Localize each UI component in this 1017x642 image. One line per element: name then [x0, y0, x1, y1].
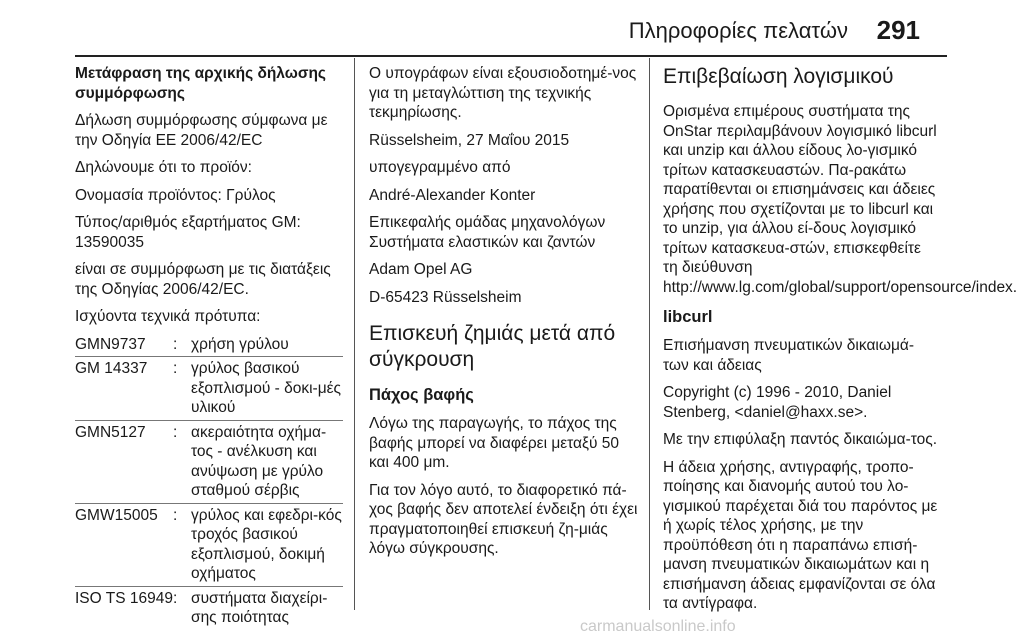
standards-table [75, 335, 343, 630]
column-2 [369, 64, 638, 567]
separator: : [173, 360, 178, 377]
standard-description: χρήση γρύλου [191, 335, 289, 353]
paragraph: Δήλωση συμμόρφωσης σύμφωνα με την Οδηγία ΕΕ 2006/42/EC [75, 112, 328, 149]
table-row [75, 335, 343, 358]
standard-code: ISO TS 16949 [75, 589, 173, 607]
company-address: D-65423 Rüsselsheim [369, 288, 522, 306]
paragraph: Λόγω της παραγωγής, το πάχος της βαφής μπορεί να διαφέρει μεταξύ 50 και 400 μm. [369, 415, 619, 471]
table-row [75, 359, 343, 421]
standard-code: GMN9737 [75, 335, 146, 353]
paragraph: υπογεγραμμένο από [369, 159, 511, 176]
standard-description: γρύλος και εφεδρι-κός τροχός βασικού εξοπλισμού, δοκιμή οχήματος [191, 506, 342, 582]
table-row [75, 589, 343, 630]
paragraph: Με την επιφύλαξη παντός δικαιώμα-τος. [663, 431, 938, 448]
page-number: 291 [876, 15, 920, 45]
paragraph: Επισήμανση πνευματικών δικαιωμά-των και άδειας [663, 337, 914, 374]
table-row [75, 423, 343, 504]
page-header [0, 0, 960, 58]
paragraph: Ισχύοντα τεχνικά πρότυπα: [75, 308, 261, 325]
subsection-heading: libcurl [663, 308, 713, 326]
standard-code: GMN5127 [75, 423, 146, 441]
standard-description: γρύλος βασικού εξοπλισμού - δοκι-μές υλικού [191, 360, 342, 416]
paragraph: Για τον λόγο αυτό, το διαφορετικό πά-χος βαφής δεν αποτελεί ένδειξη ότι έχει πραγματοποιηθεί επισκευή ζη-μιάς λόγω σύγκρουσης. [369, 481, 638, 557]
paragraph: Επικεφαλής ομάδας μηχανολόγων Συστήματα ελαστικών και ζαντών [369, 214, 606, 251]
paragraph: είναι σε συμμόρφωση με τις διατάξεις της Οδηγίας 2006/42/EC. [75, 261, 331, 298]
watermark: carmanualsonline.info [580, 618, 736, 635]
signatory-name: André-Alexander Konter [369, 186, 536, 204]
standard-description: συστήματα διαχείρι-σης ποιότητας [191, 589, 328, 626]
declaration-heading: Μετάφραση της αρχικής δήλωσης συμμόρφωσης [75, 65, 326, 102]
section-heading: Επιβεβαίωση λογισμικού [663, 65, 894, 88]
table-row [75, 506, 343, 587]
section-heading: Επισκευή ζημιάς μετά από σύγκρουση [369, 322, 616, 371]
standard-code: GMW15005 [75, 506, 158, 524]
separator: : [173, 589, 178, 607]
subsection-heading: Πάχος βαφής [369, 386, 474, 404]
header-rule [75, 55, 947, 57]
paragraph: Rüsselsheim, 27 Μαΐου 2015 [369, 131, 570, 149]
column-divider-2 [649, 58, 650, 610]
separator: : [173, 423, 178, 441]
column-1 [75, 64, 343, 632]
paragraph: Ο υπογράφων είναι εξουσιοδοτημέ-νος για τη μεταγλώττιση της τεχνικής τεκμηρίωσης. [369, 65, 637, 121]
column-divider-1 [354, 58, 355, 610]
header-title: Πληροφορίες πελατών [628, 18, 848, 43]
separator: : [173, 506, 178, 524]
column-3 [663, 64, 1017, 622]
paragraph: Copyright (c) 1996 - 2010, Daniel Stenberg, <daniel@haxx.se>. [663, 384, 892, 421]
paragraph: Δηλώνουμε ότι το προϊόν: [75, 159, 252, 176]
paragraph: Η άδεια χρήσης, αντιγραφής, τροπο-ποίησης και διανομής αυτού του λο-γισμικού παρέχεται διά του παρόντος με ή χωρίς τέλος χρήσης, με την προϋπόθεση ότι η παραπάνω επισή-μανση πνευματικών δικαιωμάτων και η επισήμανση άδειας εμφανίζονται σε όλα τα αντίγραφα. [663, 458, 938, 612]
company-name: Adam Opel AG [369, 261, 473, 278]
standard-description: ακεραιότητα οχήμα-τος - ανέλκυση και ανύψωση με γρύλο σταθμού σέρβις [191, 423, 327, 499]
paragraph: Ορισμένα επιμέρους συστήματα της OnStar περιλαμβάνουν λογισμικό libcurl και unzip και άλλου είδους λο-γισμικό τρίτων κατασκευαστών. Πα-ρακάτω παρατίθενται οι επισημάνσεις και άδειες χρήσης που σχετίζονται με το libcurl και το unzip, για άλλου εί-δους λογισμικό τρίτων κατασκευα-στών, επισκεφθείτε τη διεύθυνση http://www.lg.com/global/support/opensource/index. [663, 103, 1017, 296]
paragraph: Τύπος/αριθμός εξαρτήματος GM: 13590035 [75, 214, 301, 251]
paragraph: Ονομασία προϊόντος: Γρύλος [75, 186, 276, 204]
separator: : [173, 335, 178, 353]
standard-code: GM 14337 [75, 360, 148, 377]
